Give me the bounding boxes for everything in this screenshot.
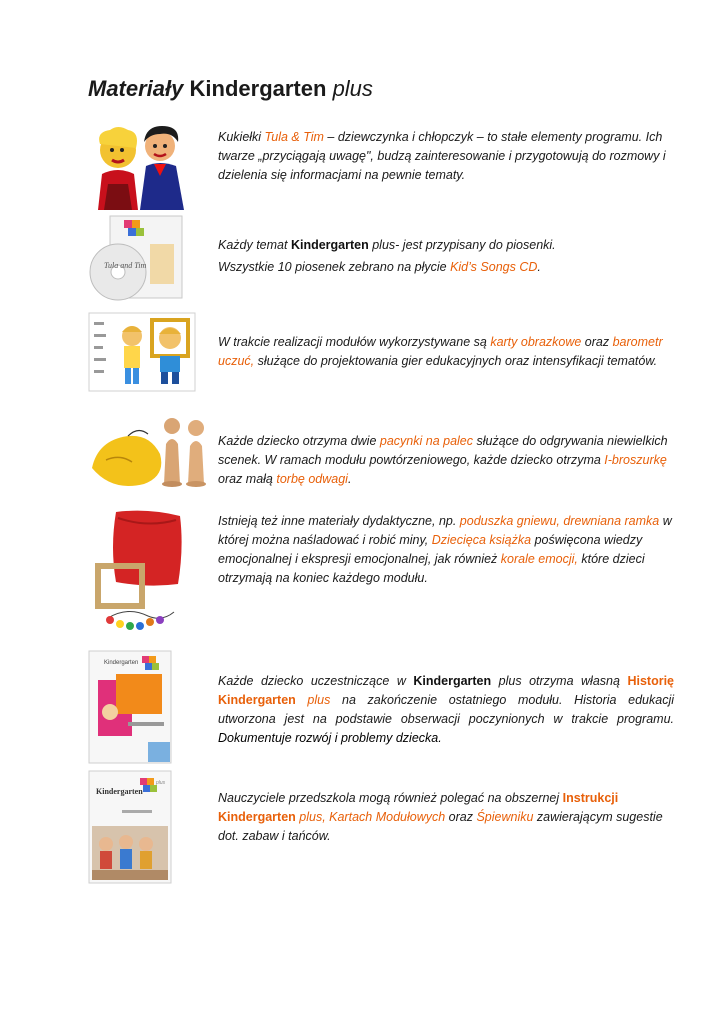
text-run: w której można naśladować i robić miny, xyxy=(218,514,672,547)
text-run: Nauczyciele przedszkola mogą również polegać na obszernej xyxy=(218,791,563,805)
finger-puppets-description xyxy=(218,432,674,489)
highlight-kids-songs-cd: Kid’s Songs CD xyxy=(450,260,538,274)
highlight-songbook: Śpiewniku xyxy=(476,810,534,824)
text-run: Każde dziecko uczestniczące w xyxy=(218,674,414,688)
text-run: poświęcona wiedzy emocjonalnej i ekspresji emocjonalnej, jak również xyxy=(218,533,643,566)
text-run: które dzieci otrzymają na koniec każdego modułu. xyxy=(218,552,645,585)
material-item-history-book xyxy=(88,650,688,768)
text-run: Istnieją też inne materiały dydaktyczne, np. xyxy=(218,514,460,528)
picture-cards-image xyxy=(88,312,196,392)
highlight-finger-puppets: pacynki na palec xyxy=(379,434,474,448)
text-run: Kukiełki xyxy=(218,130,265,144)
material-item-teacher-manual xyxy=(88,770,688,886)
material-item-finger-puppets xyxy=(88,404,688,496)
highlight-plus: plus xyxy=(295,693,331,707)
brand-kindergarten: Kindergarten xyxy=(413,674,492,688)
text-documents-development: Dokumentuje rozwój i problemy dziecka. xyxy=(218,731,442,745)
text-run: . xyxy=(347,472,352,486)
title-part-materials: Materiały xyxy=(88,76,184,101)
highlight-tula-tim: Tula & Tim xyxy=(264,130,324,144)
finger-puppets-image xyxy=(88,414,212,488)
page-title xyxy=(88,76,373,102)
text-run: Każde dziecko otrzyma dwie xyxy=(218,434,380,448)
text-run: oraz xyxy=(445,810,477,824)
highlight-i-brochure: I-broszurkę xyxy=(604,453,667,467)
picture-cards-description xyxy=(218,333,674,371)
highlight-instruction-kindergarten: Instrukcji Kindergarten xyxy=(218,791,619,824)
text-run: . xyxy=(537,260,541,274)
brand-plus: plus xyxy=(368,238,396,252)
highlight-emotion-beads: korale emocji, xyxy=(500,552,578,566)
puppets-description xyxy=(218,128,674,185)
text-run: na zakończenie ostatniego modułu. Historia edukacji utworzona jest na podstawie obserwacji poczynionych w trakcie programu. xyxy=(218,693,674,726)
highlight-childrens-book: Dziecięca książka xyxy=(431,533,532,547)
text-run: oraz małą xyxy=(218,472,277,486)
material-item-didactic-materials xyxy=(88,508,688,648)
text-run: służące do projektowania gier edukacyjnych oraz intensyfikacji tematów. xyxy=(254,354,658,368)
text-run: służące do odgrywania niewielkich scenek. W ramach modułu powtórzeniowego, każde dziecko otrzyma xyxy=(218,434,668,467)
cd-label: Tula and Tim xyxy=(104,261,147,270)
didactic-materials-description xyxy=(218,512,674,588)
manual-brand: Kindergarten xyxy=(96,787,143,796)
material-item-cd xyxy=(88,214,688,310)
material-item-picture-cards xyxy=(88,312,688,398)
highlight-feelings-barometer: barometr uczuć, xyxy=(218,335,663,368)
text-run: zawierającym sugestie dot. zabaw i tańców. xyxy=(218,810,663,843)
text-run: plus otrzyma własną xyxy=(491,674,628,688)
cd-line-1 xyxy=(218,234,674,256)
history-book-description xyxy=(218,672,674,748)
brand-kindergarten: Kindergarten xyxy=(290,238,369,252)
material-item-puppets xyxy=(88,122,688,212)
cd-description xyxy=(218,234,674,278)
highlight-picture-cards: karty obrazkowe xyxy=(490,335,582,349)
cd-line-2 xyxy=(218,256,674,278)
text-run: Wszystkie 10 piosenek zebrano na płycie xyxy=(218,260,451,274)
cd-image xyxy=(88,214,192,306)
title-part-plus: plus xyxy=(332,76,373,101)
teacher-manual-image xyxy=(88,770,172,884)
teacher-manual-description xyxy=(218,789,674,846)
history-book-brand: Kindergarten xyxy=(104,660,139,666)
highlight-module-cards: plus, Kartach Modułowych xyxy=(295,810,446,824)
highlight-history-kindergarten: Historię Kindergarten xyxy=(218,674,674,707)
pillow-frame-beads-image xyxy=(88,508,184,638)
history-book-image xyxy=(88,650,172,764)
text-run: oraz xyxy=(581,335,613,349)
highlight-courage-bag: torbę odwagi xyxy=(276,472,348,486)
puppets-image xyxy=(88,124,192,210)
text-run: Każdy temat xyxy=(218,238,291,252)
text-run: - jest przypisany do piosenki. xyxy=(395,238,556,252)
highlight-anger-pillow-frame: poduszka gniewu, drewniana ramka xyxy=(459,514,660,528)
title-part-brand: Kindergarten xyxy=(189,76,327,101)
text-run: – dziewczynka i chłopczyk – to stałe elementy programu. Ich twarze „przyciągają uwagę", budzą zainteresowanie i przygotowują do rozmowy i dzielenia się informacjami na pewnie tematy. xyxy=(218,130,666,182)
manual-plus: plus xyxy=(156,780,166,786)
text-run: W trakcie realizacji modułów wykorzystywane są xyxy=(218,335,491,349)
